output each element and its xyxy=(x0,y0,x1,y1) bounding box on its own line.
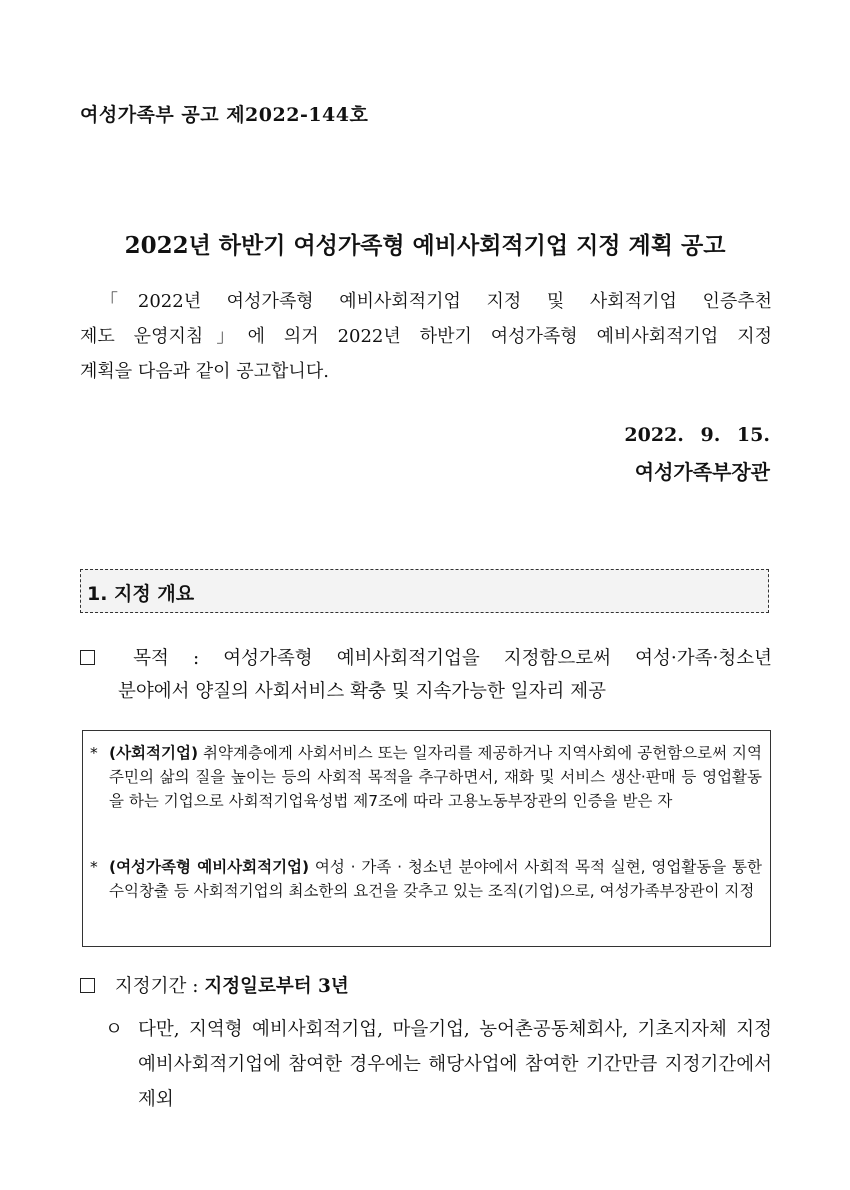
section-title: 1. 지정 개요 xyxy=(87,583,195,605)
definitions-box xyxy=(82,730,771,947)
purpose-item xyxy=(80,642,772,708)
asterisk-marker: * xyxy=(90,858,98,876)
checkbox-icon xyxy=(80,978,95,993)
definition-text: 여성 · 가족 · 청소년 분야에서 사회적 목적 실현, 영업활동을 통한 수익창출 등 사회적기업의 최소한의 요건을 갖추고 있는 조직(기업)으로, 여성가족부장관이 지정 xyxy=(109,858,762,900)
intro-line: 제도 운영지침」에 의거 2022년 하반기 여성가족형 예비사회적기업 지정 xyxy=(80,326,772,347)
exception-item xyxy=(80,1012,772,1117)
exception-text: 다만, 지역형 예비사회적기업, 마을기업, 농어촌공동체회사, 기초지자체 지정 예비사회적기업에 참여한 경우에는 해당사업에 참여한 기간만큼 지정기간에서 제외 xyxy=(138,1019,772,1110)
period-item xyxy=(80,972,349,998)
intro-line: 계획을 다음과 같이 공고합니다. xyxy=(80,361,329,382)
intro-paragraph xyxy=(80,284,772,389)
period-value: 지정일로부터 3년 xyxy=(204,976,349,997)
announcement-date: 2022. 9. 15. xyxy=(624,424,770,446)
purpose-text-continued: 분야에서 양질의 사회서비스 확충 및 지속가능한 일자리 제공 xyxy=(118,681,606,702)
definition-item xyxy=(90,855,762,903)
intro-line: 「2022년 여성가족형 예비사회적기업 지정 및 사회적기업 인증추천 xyxy=(100,291,772,312)
definition-text: 취약계층에게 사회서비스 또는 일자리를 제공하거나 지역사회에 공헌함으로써 지역주민의 삶의 질을 높이는 등의 사회적 목적을 추구하면서, 재화 및 서비스 생산·판매 등 영업활동을 하는 기업으로 사회적기업육성법 제7조에 따라 고용노동부장관의 인증을 받은 자 xyxy=(109,744,762,810)
asterisk-marker: * xyxy=(90,744,98,762)
circle-bullet-icon: ㅇ xyxy=(105,1019,123,1040)
notice-number: 여성가족부 공고 제2022-144호 xyxy=(80,104,369,126)
definition-item xyxy=(90,741,762,813)
issuer-name: 여성가족부장관 xyxy=(634,460,770,484)
period-label: 지정기간 : xyxy=(114,976,205,997)
checkbox-icon xyxy=(80,650,95,665)
definition-term: (사회적기업) xyxy=(109,744,199,762)
section-header xyxy=(80,569,769,613)
document-title: 2022년 하반기 여성가족형 예비사회적기업 지정 계획 공고 xyxy=(124,232,726,259)
purpose-text: 목적 : 여성가족형 예비사회적기업을 지정함으로써 여성·가족·청소년 xyxy=(133,648,772,669)
definition-term: (여성가족형 예비사회적기업) xyxy=(109,858,310,876)
